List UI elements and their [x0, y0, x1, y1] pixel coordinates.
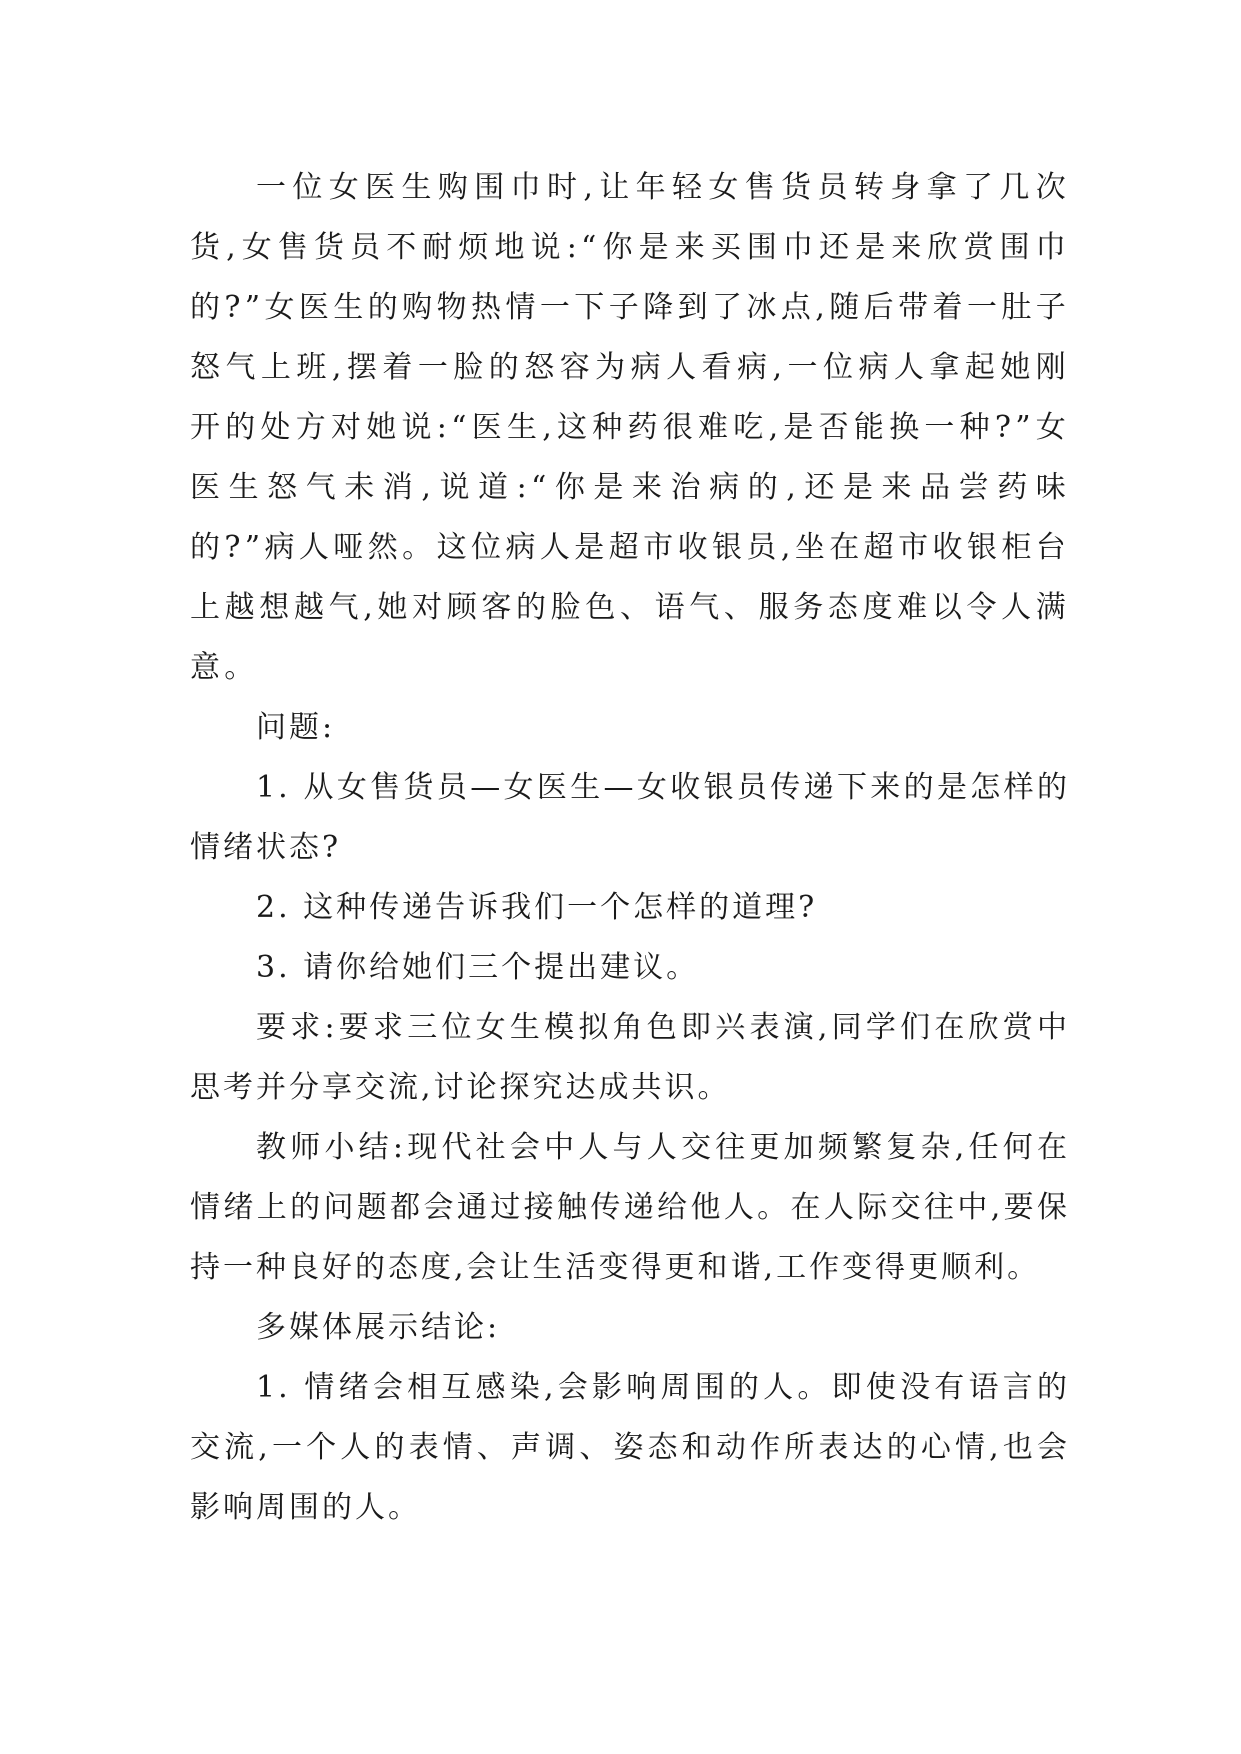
paragraph-teacher-summary: 教师小结:现代社会中人与人交往更加频繁复杂,任何在情绪上的问题都会通过接触传递给他人。在人际交往中,要保持一种良好的态度,会让生活变得更和谐,工作变得更顺利。 [190, 1130, 1070, 1285]
paragraph-question-1: 1. 从女售货员—女医生—女收银员传递下来的是怎样的情绪状态? [190, 770, 1070, 865]
paragraph-questions-heading: 问题: [256, 710, 336, 745]
document-body [190, 158, 1070, 1538]
paragraph-conclusion-heading: 多媒体展示结论: [256, 1310, 501, 1345]
paragraph-question-2: 2. 这种传递告诉我们一个怎样的道理? [256, 890, 818, 925]
paragraph-story: 一位女医生购围巾时,让年轻女售货员转身拿了几次货,女售货员不耐烦地说:“你是来买围巾还是来欣赏围巾的?”女医生的购物热情一下子降到了冰点,随后带着一肚子怒气上班,摆着一脸的怒容为病人看病,一位病人拿起她刚开的处方对她说:“医生,这种药很难吃,是否能换一种?”女医生怒气未消,说道:“你是来治病的,还是来品尝药味的?”病人哑然。这位病人是超市收银员,坐在超市收银柜台上越想越气,她对顾客的脸色、语气、服务态度难以令人满意。 [190, 170, 1070, 685]
paragraph-question-3: 3. 请你给她们三个提出建议。 [256, 950, 700, 985]
paragraph-requirements: 要求:要求三位女生模拟角色即兴表演,同学们在欣赏中思考并分享交流,讨论探究达成共识。 [190, 1010, 1070, 1105]
paragraph-conclusion-1: 1. 情绪会相互感染,会影响周围的人。即使没有语言的交流,一个人的表情、声调、姿态和动作所表达的心情,也会影响周围的人。 [190, 1370, 1070, 1525]
